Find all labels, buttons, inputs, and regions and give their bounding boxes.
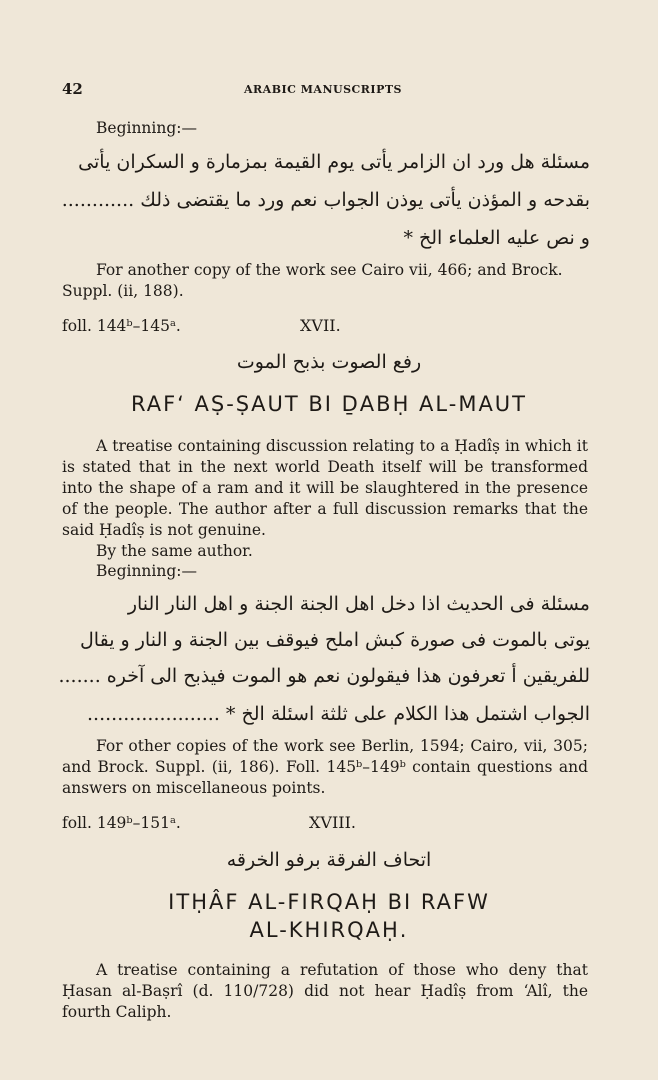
arabic-line: يوتى بالموت فى صورة كبش املح فيوقف بين الجنة و النار و يقال <box>80 629 590 651</box>
folio-range: foll. 144ᵇ–145ᵃ. <box>62 317 181 335</box>
description-paragraph: A treatise containing a refutation of those who deny that Ḥasan al-Baṣrî (d. 110/728) did not hear Ḥadîṣ from ‘Alî, the fourth Caliph. <box>62 961 588 1021</box>
arabic-line: و نص عليه العلماء الخ * <box>403 227 590 249</box>
arabic-line: بقدحه و المؤذن يأتى يوذن الجواب نعم ورد ما يقتضى ذلك ............ <box>61 189 590 211</box>
running-head: ARABIC MANUSCRIPTS <box>244 83 402 96</box>
arabic-title: رفع الصوت بذبح الموت <box>236 351 422 373</box>
arabic-line: للفريقين أ تعرفون هذا فيقولون نعم هو الموت فيذبح الى آخره ....... <box>58 665 590 687</box>
section-title: RAF‘ AṢ-ṢAUT BI ḎABḤ AL-MAUT <box>130 392 528 416</box>
arabic-line: مسئلة فى الحديث اذا دخل اهل الجنة الجنة و اهل النار النار <box>127 593 590 615</box>
note-line: For another copy of the work see Cairo vii, 466; and Brock. <box>96 261 563 279</box>
page-number: 42 <box>62 80 83 98</box>
note-line: Suppl. (ii, 188). <box>62 282 184 300</box>
note-paragraph: For other copies of the work see Berlin, 1594; Cairo, vii, 305; and Brock. Suppl. (ii, 186). Foll. 145ᵇ–149ᵇ contain questions and answers on miscellaneous points. <box>62 737 588 797</box>
section-title-line: AL-KHIRQAḤ. <box>249 918 409 942</box>
description-paragraph: A treatise containing discussion relating to a Ḥadîṣ in which it is stated that in the next world Death itself will be transformed into the shape of a ram and it will be slaughtered in the presence of the people. The author after a full discussion remarks that the said Ḥadîṣ is not genuine. <box>62 437 588 539</box>
arabic-line: مسئلة هل ورد ان الزامر يأتى يوم القيمة بمزمارة و السكران يأتى <box>78 151 590 173</box>
beginning-label: Beginning:— <box>96 562 197 580</box>
arabic-line: الجواب اشتمل هذا الكلام على ثلثة اسئلة الخ * ...................... <box>87 703 590 725</box>
section-numeral: XVII. <box>300 316 341 335</box>
section-numeral: XVIII. <box>309 813 356 832</box>
folio-range: foll. 149ᵇ–151ᵃ. <box>62 814 181 832</box>
section-title-line: ITḤÂF AL-FIRQAḤ BI RAFW <box>168 890 490 914</box>
arabic-title: اتحاف الفرقة برفو الخرقه <box>226 849 432 871</box>
author-line: By the same author. <box>96 542 253 560</box>
beginning-label: Beginning:— <box>96 119 197 137</box>
